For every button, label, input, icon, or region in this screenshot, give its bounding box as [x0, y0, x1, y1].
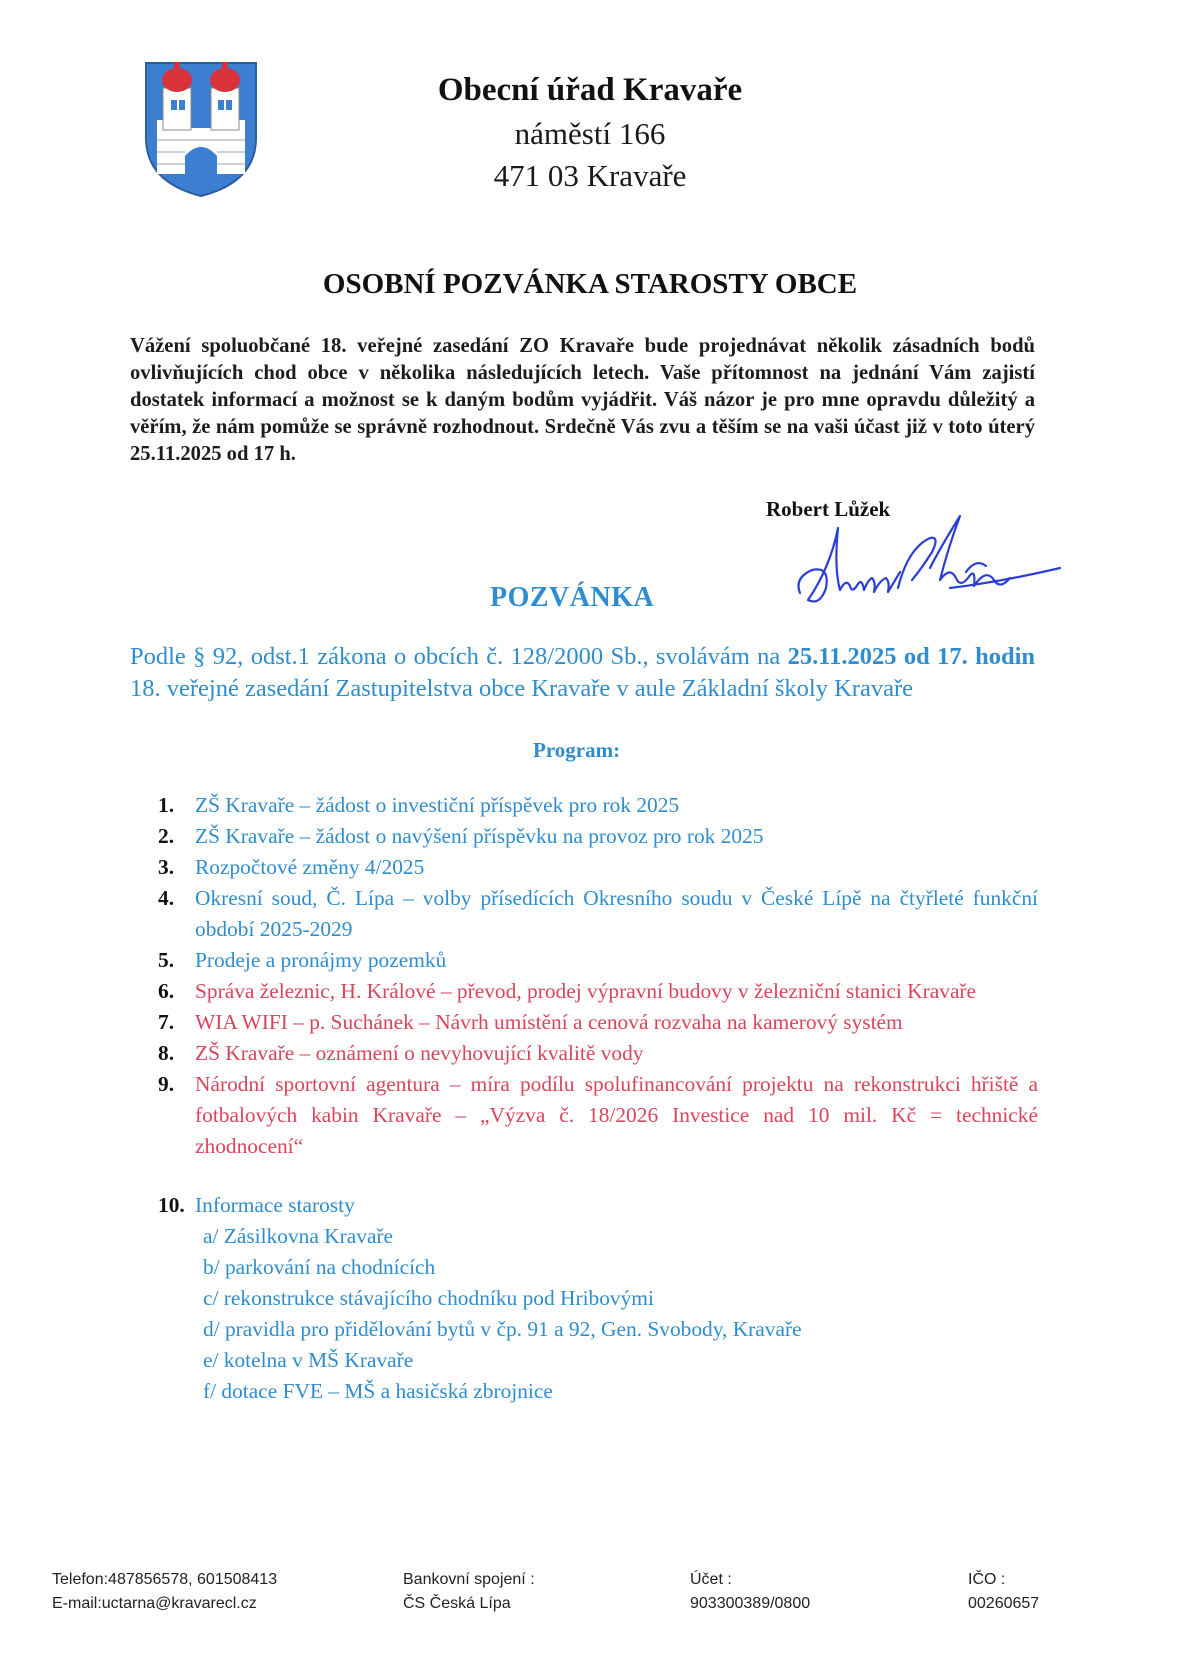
footer-ico-value: 00260657	[968, 1595, 1040, 1612]
convocation-text-2: 18. veřejné zasedání Zastupitelstva obce Kravaře v aule Základní školy Kravaře	[130, 675, 913, 702]
program-item-4	[158, 883, 1038, 945]
program-item-10	[158, 1190, 1038, 1221]
program-item-text: WIA WIFI – p. Suchánek – Návrh umístění a cenová rozvaha na kamerový systém	[195, 1010, 903, 1034]
program-item-1	[158, 790, 1038, 821]
program-item-text: Rozpočtové změny 4/2025	[195, 855, 425, 879]
footer-account	[690, 1568, 810, 1616]
program-item-number: 3.	[158, 855, 175, 879]
program-item-8	[158, 1038, 1038, 1069]
program-item-number: 5.	[158, 948, 175, 972]
program-item-number: 7.	[158, 1010, 175, 1034]
program-item-text: Správa železnic, H. Králové – převod, prodej výpravní budovy v železniční stanici Kravaře	[195, 979, 977, 1003]
signature-image	[790, 508, 1070, 623]
invitation-title: OSOBNÍ POZVÁNKA STAROSTY OBCE	[322, 268, 858, 300]
program-item-6	[158, 976, 1038, 1007]
pozvanka-heading: POZVÁNKA	[490, 582, 655, 613]
office-city: 471 03 Kravaře	[493, 158, 687, 193]
program-item-text: Informace starosty	[195, 1193, 355, 1217]
program-item-text: ZŠ Kravaře – žádost o investiční příspěvek pro rok 2025	[195, 793, 680, 817]
footer-contact	[52, 1568, 277, 1616]
program-item-9	[158, 1069, 1038, 1162]
footer-bank-name: ČS Česká Lípa	[403, 1595, 511, 1612]
program-item-5	[158, 945, 1038, 976]
footer-ico	[968, 1568, 1039, 1616]
program-subitem: e/ kotelna v MŠ Kravaře	[203, 1348, 414, 1372]
program-heading: Program:	[533, 738, 621, 762]
program-item-2	[158, 821, 1038, 852]
footer-account-label: Účet :	[690, 1571, 732, 1588]
footer-bank-label: Bankovní spojení :	[403, 1571, 535, 1588]
program-subitem: c/ rekonstrukce stávajícího chodníku pod Hribovými	[203, 1286, 654, 1310]
footer-email: E-mail:uctarna@kravarecl.cz	[52, 1595, 257, 1612]
program-item-number: 10.	[158, 1193, 185, 1217]
convocation-text-1: Podle § 92, odst.1 zákona o obcích č. 128/2000 Sb., svolávám na	[130, 643, 788, 670]
program-subitem: a/ Zásilkovna Kravaře	[203, 1224, 394, 1248]
program-item-number: 1.	[158, 793, 175, 817]
program-item-number: 8.	[158, 1041, 175, 1065]
program-item-number: 2.	[158, 824, 175, 848]
coat-of-arms-logo	[143, 60, 259, 198]
program-subitems	[203, 1221, 1038, 1407]
footer-phone: Telefon:487856578, 601508413	[52, 1571, 278, 1588]
footer-account-number: 903300389/0800	[690, 1595, 811, 1612]
footer-ico-label: IČO :	[968, 1571, 1006, 1588]
program-item-3	[158, 852, 1038, 883]
program-item-text: ZŠ Kravaře – oznámení o nevyhovující kvalitě vody	[195, 1041, 644, 1065]
program-item-text: Okresní soud, Č. Lípa – volby přísedících Okresního soudu v České Lípě na čtyřleté funkční období 2025-2029	[195, 886, 1038, 941]
program-item-text: Národní sportovní agentura – míra podílu spolufinancování projektu na rekonstrukci hřiště a fotbalových kabin Kravaře – „Výzva č. 18/2026 Investice nad 10 mil. Kč = technické zhodnocení“	[195, 1072, 1038, 1158]
program-subitem: d/ pravidla pro přidělování bytů v čp. 91 a 92, Gen. Svobody, Kravaře	[203, 1317, 802, 1341]
program-item-number: 9.	[158, 1072, 175, 1096]
program-item-number: 4.	[158, 886, 175, 910]
footer-bank	[403, 1568, 535, 1616]
program-item-7	[158, 1007, 1038, 1038]
program-item-text: Prodeje a pronájmy pozemků	[195, 948, 447, 972]
program-list	[158, 790, 1038, 1407]
office-street: náměstí 166	[514, 116, 666, 151]
convocation-paragraph	[130, 641, 1035, 705]
program-item-text: ZŠ Kravaře – žádost o navýšení příspěvku na provoz pro rok 2025	[195, 824, 764, 848]
program-subitem: f/ dotace FVE – MŠ a hasičská zbrojnice	[203, 1379, 553, 1403]
signer-name: Robert Lůžek	[766, 497, 891, 521]
office-title: Obecní úřad Kravaře	[437, 72, 743, 108]
program-subitem: b/ parkování na chodnících	[203, 1255, 436, 1279]
convocation-datetime: 25.11.2025 od 17. hodin	[787, 643, 1035, 670]
intro-paragraph: Vážení spoluobčané 18. veřejné zasedání ZO Kravaře bude projednávat několik zásadních bodů ovlivňujících chod obce v několika následujících letech. Vaše přítomnost na jednání Vám zajistí dostatek informací a možnost se k daným bodům vyjádřit. Váš názor je pro mne opravdu důležitý a věřím, že nám pomůže se správně rozhodnout. Srdečně Vás zvu a těším se na vaši účast již v toto úterý 25.11.2025 od 17 h.	[130, 335, 1035, 465]
program-item-number: 6.	[158, 979, 175, 1003]
